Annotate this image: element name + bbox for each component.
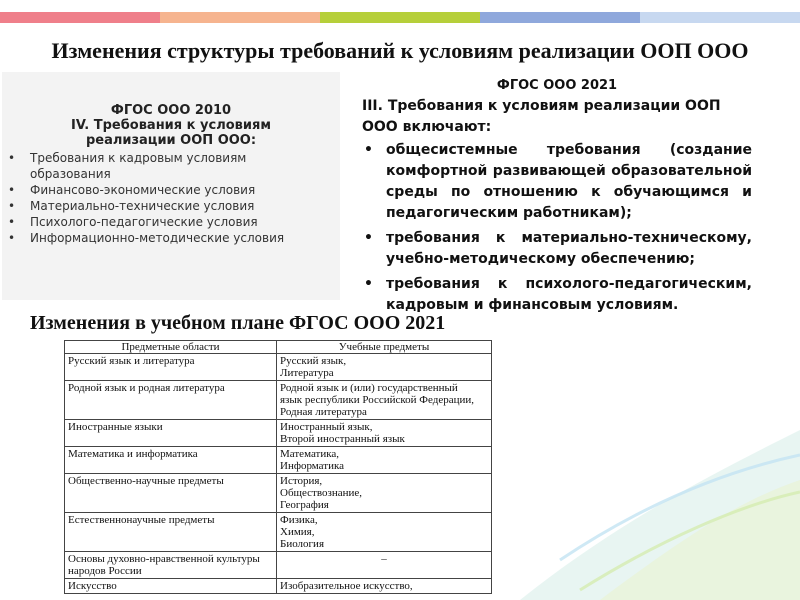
left-list-item: • Материально-технические условия [30,198,340,214]
top-bar-segment [480,12,640,23]
subject-line: язык республики Российской Федерации, [280,394,475,406]
left-heading: ФГОС ООО 2010 [110,103,232,118]
table-row [65,474,492,513]
subject-line: Биология [280,538,325,550]
fgos-2010-panel [2,72,340,300]
subject-line: Русский язык, [280,355,347,367]
right-list-item: • требования к материально-техническому, учебно-методическому обеспечению; [386,228,752,270]
right-list-item: • общесистемные требования (создание комфортной развивающей образовательной среды по отношению к обучающимся и педагогическим работникам); [386,140,752,224]
subject-area-cell: Математика и информатика [65,447,277,474]
left-list-item: • Информационно-методические условия [30,230,340,246]
table-row [65,552,492,579]
subject-area-cell: Основы духовно-нравственной культуры народов России [65,552,277,579]
top-color-bar [0,12,800,23]
left-list [2,150,340,246]
curriculum-table-image [56,336,498,598]
right-list-item: • требования к психолого-педагогическим, кадровым и финансовым условиям. [386,274,752,316]
table-header-row [65,341,492,354]
left-list-item: • Финансово-экономические условия [30,182,340,198]
table-row [65,447,492,474]
subject-line: Второй иностранный язык [280,433,405,445]
subjects-cell [277,354,492,381]
table-row [65,420,492,447]
right-heading: ФГОС ООО 2021 [496,78,618,93]
table-row [65,354,492,381]
right-subheading: III. Требования к условиям реализации ООП ООО включают: [362,98,721,135]
subject-line: Иностранный язык, [280,421,373,433]
subject-line: Физика, [280,514,318,526]
left-list-item: • Требования к кадровым условиям образования [30,150,260,182]
subject-line: История, [280,475,323,487]
subject-line: Химия, [280,526,315,538]
left-list-item: • Психолого-педагогические условия [30,214,340,230]
subjects-cell [277,552,492,579]
subjects-cell [277,447,492,474]
subject-line: Литература [280,367,334,379]
table-row [65,381,492,420]
top-bar-segment [0,12,160,23]
subject-line: Изобразительное искусство, [280,580,413,592]
subject-line: Родной язык и (или) государственный [280,382,458,394]
table-row [65,513,492,552]
top-bar-segment [160,12,320,23]
subjects-cell [277,420,492,447]
column-header: Учебные предметы [277,341,492,354]
column-header: Предметные области [65,341,277,354]
left-heading-2: IV. Требования к условиям [71,118,271,133]
curriculum-subtitle: Изменения в учебном плане ФГОС ООО 2021 [30,312,446,334]
subject-area-cell: Искусство [65,579,277,594]
right-list [362,140,752,316]
subject-line: География [280,499,329,511]
subject-line: Информатика [280,460,345,472]
subjects-cell [277,474,492,513]
fgos-2021-panel [362,76,752,320]
subject-area-cell: Естественнонаучные предметы [65,513,277,552]
subject-line: Родная литература [280,406,367,418]
subject-line: – [381,553,387,565]
curriculum-table [64,340,492,594]
subject-area-cell: Иностранные языки [65,420,277,447]
subject-area-cell: Русский язык и литература [65,354,277,381]
subjects-cell [277,381,492,420]
page-title: Изменения структуры требований к условиям реализации ООП ООО [51,38,749,63]
subject-line: Обществознание, [280,487,362,499]
subject-line: Математика, [280,448,340,460]
subject-area-cell: Общественно-научные предметы [65,474,277,513]
table-row [65,579,492,594]
top-bar-segment [320,12,480,23]
left-heading-3: реализации ООП ООО: [85,133,257,148]
subjects-cell [277,513,492,552]
subject-area-cell: Родной язык и родная литература [65,381,277,420]
top-bar-segment [640,12,800,23]
subjects-cell [277,579,492,594]
